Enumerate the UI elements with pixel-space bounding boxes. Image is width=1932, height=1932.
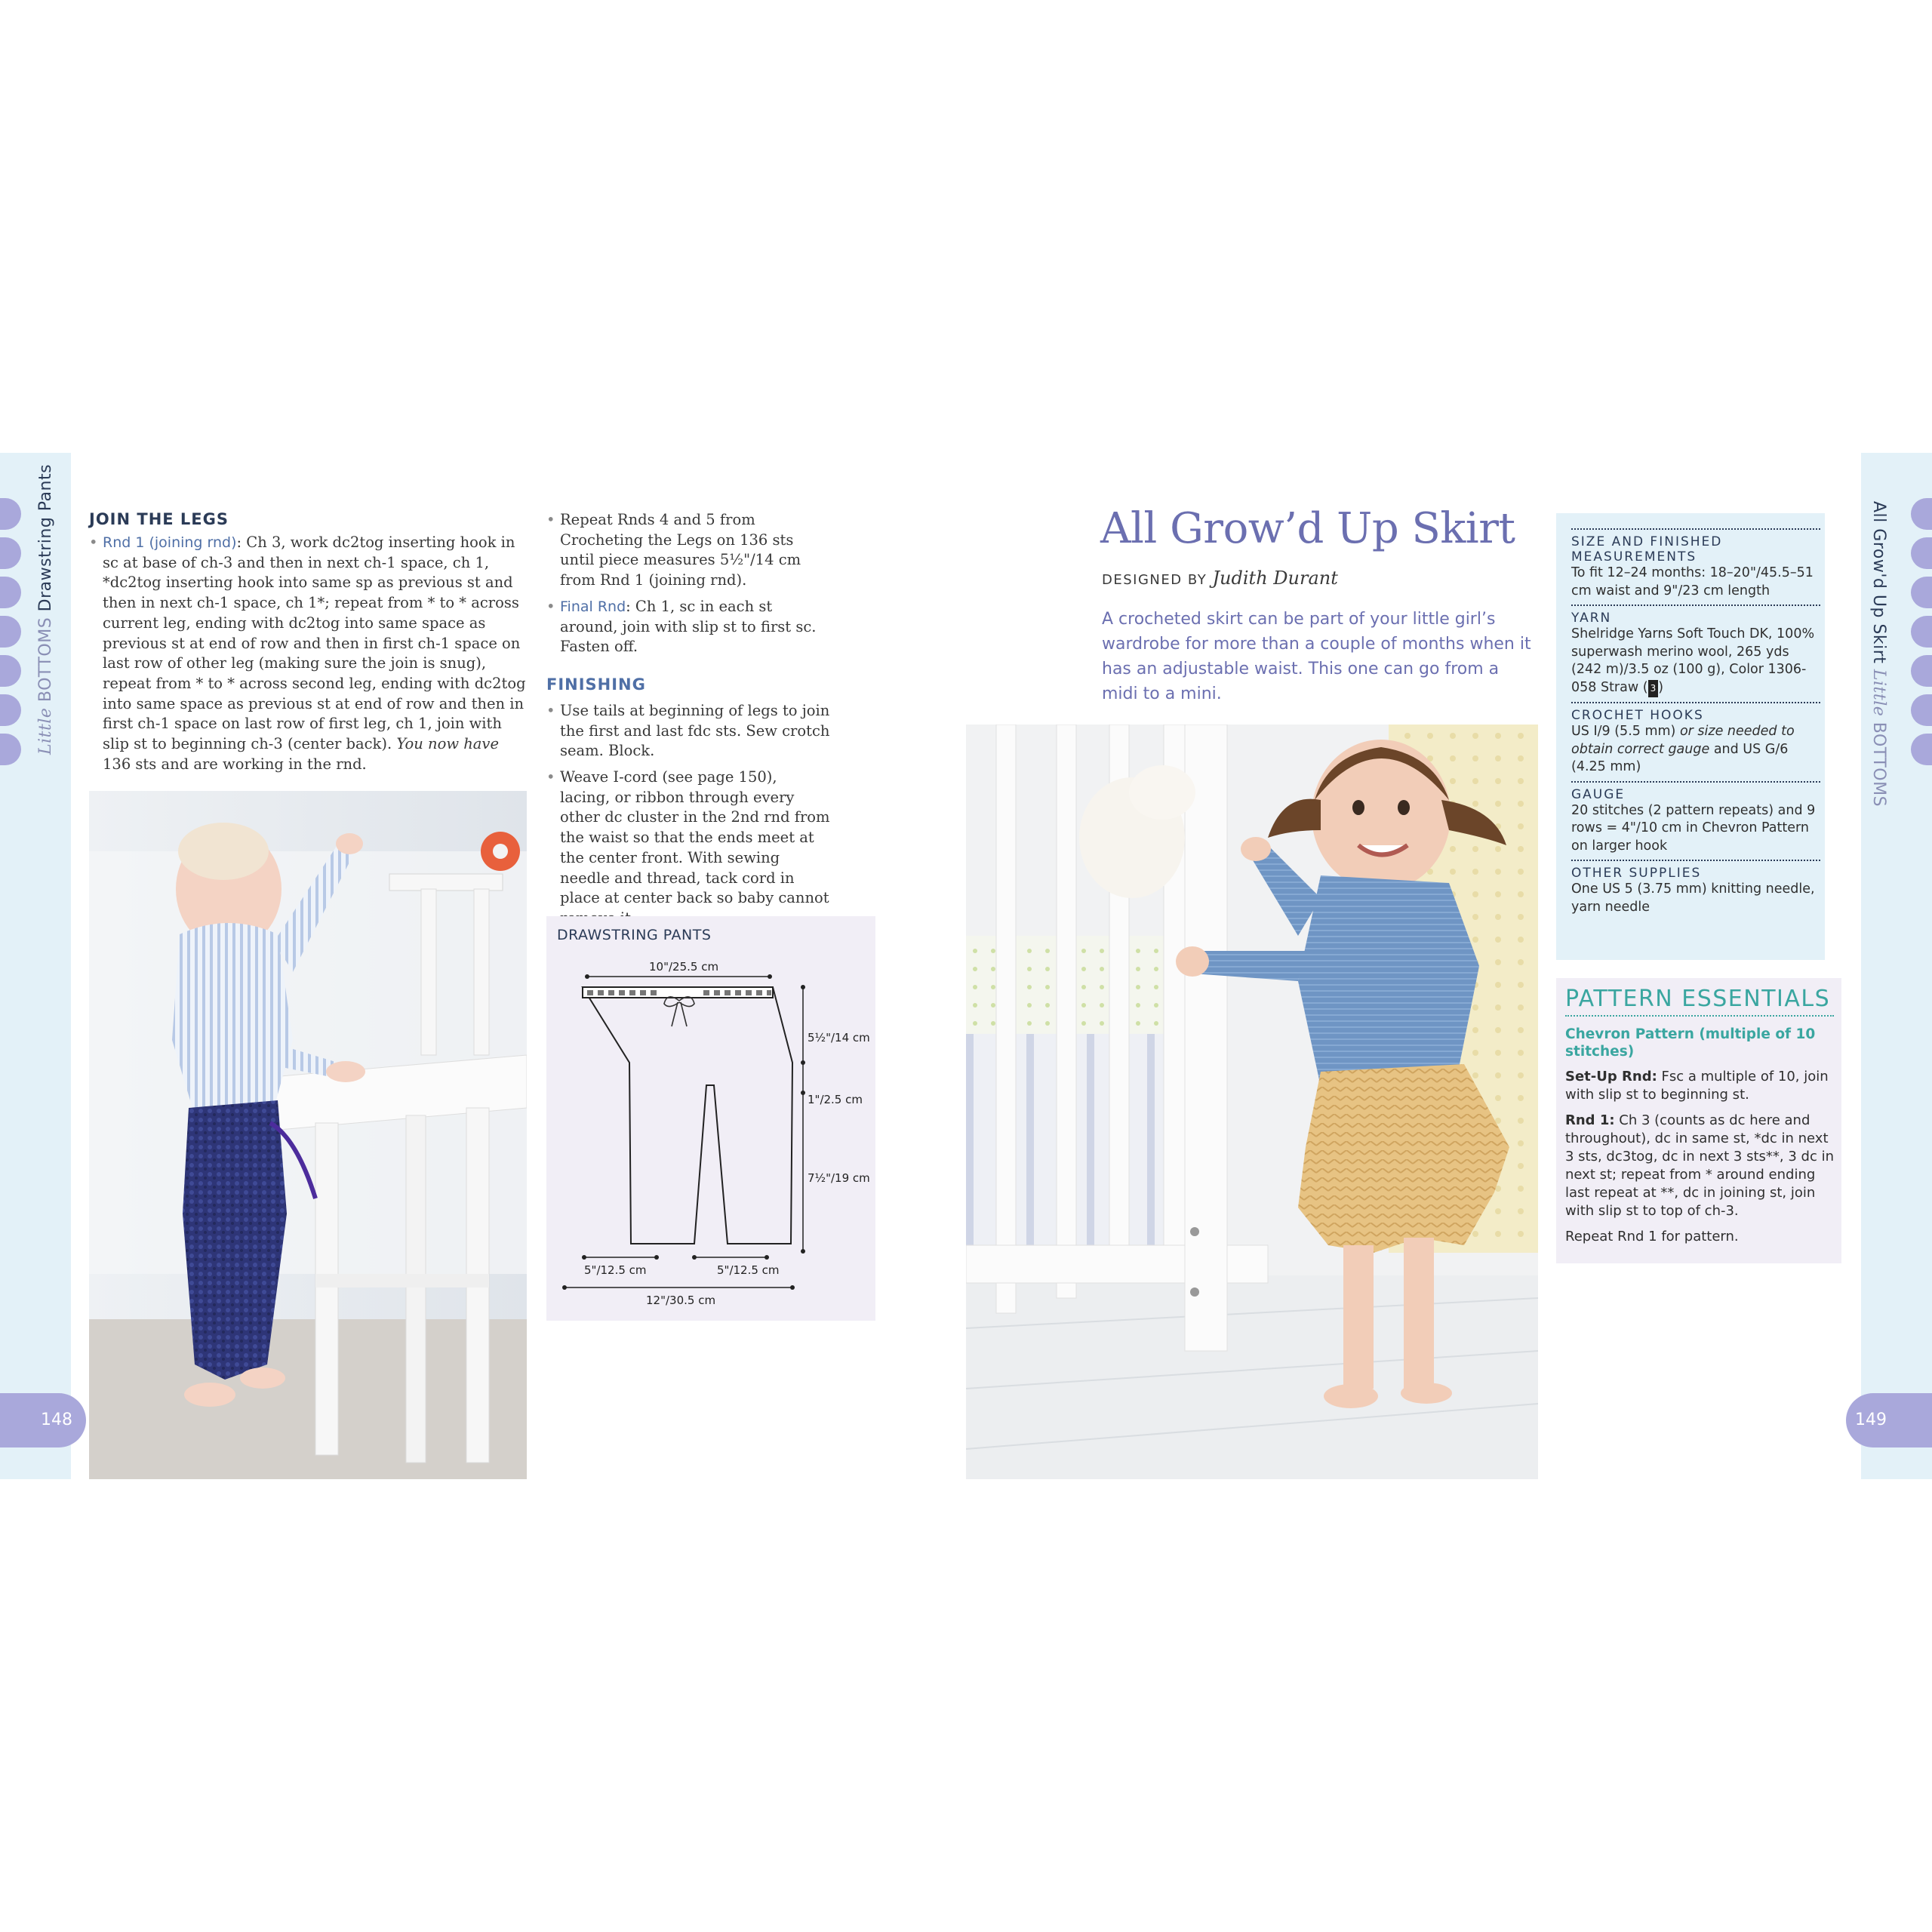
schematic-leg-left: 5"/12.5 cm — [584, 1263, 647, 1277]
finishing-heading: FINISHING — [546, 675, 646, 694]
repeat-rounds-item: • Repeat Rnds 4 and 5 from Crocheting the Legs on 136 sts until piece measures 5½"/14 cm from Rnd 1 (joining rnd). — [546, 510, 830, 591]
size-text: To fit 12–24 months: 18–20"/45.5–51 cm waist and 9"/23 cm length — [1571, 565, 1814, 598]
other-supplies-text: One US 5 (3.75 mm) knitting needle, yarn needle — [1571, 881, 1815, 915]
schematic-top-width: 10"/25.5 cm — [649, 960, 719, 974]
pattern-title: All Grow’d Up Skirt — [1100, 504, 1515, 553]
designer-name: Judith Durant — [1212, 568, 1338, 589]
schematic-leg-right: 5"/12.5 cm — [717, 1263, 780, 1277]
intro-text: A crocheted skirt can be part of your little girl’s wardrobe for more than a couple of months when it has an adjustable waist. This one can go from a midi to a mini. — [1102, 610, 1531, 703]
essentials-title: PATTERN ESSENTIALS — [1565, 986, 1834, 1017]
pattern-essentials-box — [1556, 978, 1841, 1263]
right-running-head: All Grow'd Up Skirt Little BOTTOMS — [1869, 501, 1888, 808]
right-thumb-tabs — [1911, 498, 1932, 773]
finishing-item: • Weave I-cord (see page 150), lacing, or ribbon through every other dc cluster in the 2nd rnd from the waist so that the ends meet at the center front. With sewing needle and thread, tack cord in place at center back so baby cannot — [546, 768, 830, 929]
schematic-inseam: 7½"/19 cm — [808, 1171, 870, 1185]
left-running-head: Little BOTTOMS Drawstring Pants — [36, 463, 55, 755]
page-number-left: 148 — [0, 1393, 86, 1447]
finishing-list — [546, 701, 830, 929]
other-supplies-heading: OTHER SUPPLIES — [1571, 860, 1820, 881]
join-legs-item: • Rnd 1 (joining rnd): Ch 3, work dc2tog inserting hook in sc at base of ch-3 and then in next ch-1 space, ch 1, *dc2tog inserting hook into same sp as previous st and then in next ch-1 space, ch 1*; repeat from * to * across current leg, ending with dc2tog into same space as previous st at end of row and then in first ch-1 space on last row of other leg (making sure the join is snug), repeat from * to * across second leg, ending with dc2tog into same space as previous st at end of row and then in first ch-1 space on last row of first leg, ch 1, join with slip st to beginning ch-3 (center back). You now have 136 sts and are working in the rnd. — [89, 533, 528, 774]
repeat-note: Repeat Rnd 1 for pattern. — [1565, 1229, 1739, 1244]
pants-schematic — [546, 916, 875, 1321]
designed-by: DESIGNED BY Judith Durant — [1102, 568, 1338, 589]
left-thumb-tabs — [0, 498, 21, 773]
hooks-text: US I/9 (5.5 mm) or size needed to obtain correct gauge and US G/6 (4.25 mm) — [1571, 724, 1795, 774]
round-1: Rnd 1: Ch 3 (counts as dc here and throughout), dc in same st, *dc in next 3 sts, dc3tog, dc in next 3 sts**, 3 dc in next st; repeat from * around ending last repeat at **, dc in joining st, join with slip st to top of ch-3. — [1565, 1112, 1834, 1219]
specs-box — [1556, 513, 1825, 960]
schematic-title: DRAWSTRING PANTS — [557, 927, 712, 943]
yarn-text: Shelridge Yarns Soft Touch DK, 100% superwash merino wool, 265 yds (242 m)/3.5 oz (100 g), Color 1306-058 Straw ( 3 ) — [1571, 626, 1820, 697]
join-legs-block — [89, 510, 528, 780]
hooks-heading: CROCHET HOOKS — [1571, 702, 1820, 723]
final-round-item: • Final Rnd: Ch 1, sc in each st around, join with slip st to first sc. Fasten off. — [546, 597, 830, 657]
join-legs-heading: JOIN THE LEGS — [89, 510, 229, 528]
baby-pants-photo — [89, 791, 527, 1479]
schematic-rise: 5½"/14 cm — [808, 1031, 870, 1044]
finishing-item: • Use tails at beginning of legs to join the first and last fdc sts. Sew crotch seam. Block. — [546, 701, 830, 761]
gauge-text: 20 stitches (2 pattern repeats) and 9 rows = 4"/10 cm in Chevron Pattern on larger hook — [1571, 802, 1816, 854]
yarn-heading: YARN — [1571, 605, 1820, 626]
schematic-bottom-width: 12"/30.5 cm — [646, 1294, 716, 1307]
gauge-heading: GAUGE — [1571, 781, 1820, 802]
page-number-right: 149 — [1846, 1393, 1932, 1447]
schematic-crotch: 1"/2.5 cm — [808, 1093, 863, 1106]
yarn-weight-badge: 3 — [1648, 680, 1659, 698]
skirt-photo — [966, 724, 1538, 1479]
essentials-subtitle: Chevron Pattern (multiple of 10 stitches) — [1565, 1026, 1816, 1060]
finish-column — [546, 510, 830, 935]
size-heading: SIZE AND FINISHED MEASUREMENTS — [1571, 528, 1820, 565]
setup-round: Set-Up Rnd: Fsc a multiple of 10, join with slip st to beginning st. — [1565, 1069, 1829, 1103]
